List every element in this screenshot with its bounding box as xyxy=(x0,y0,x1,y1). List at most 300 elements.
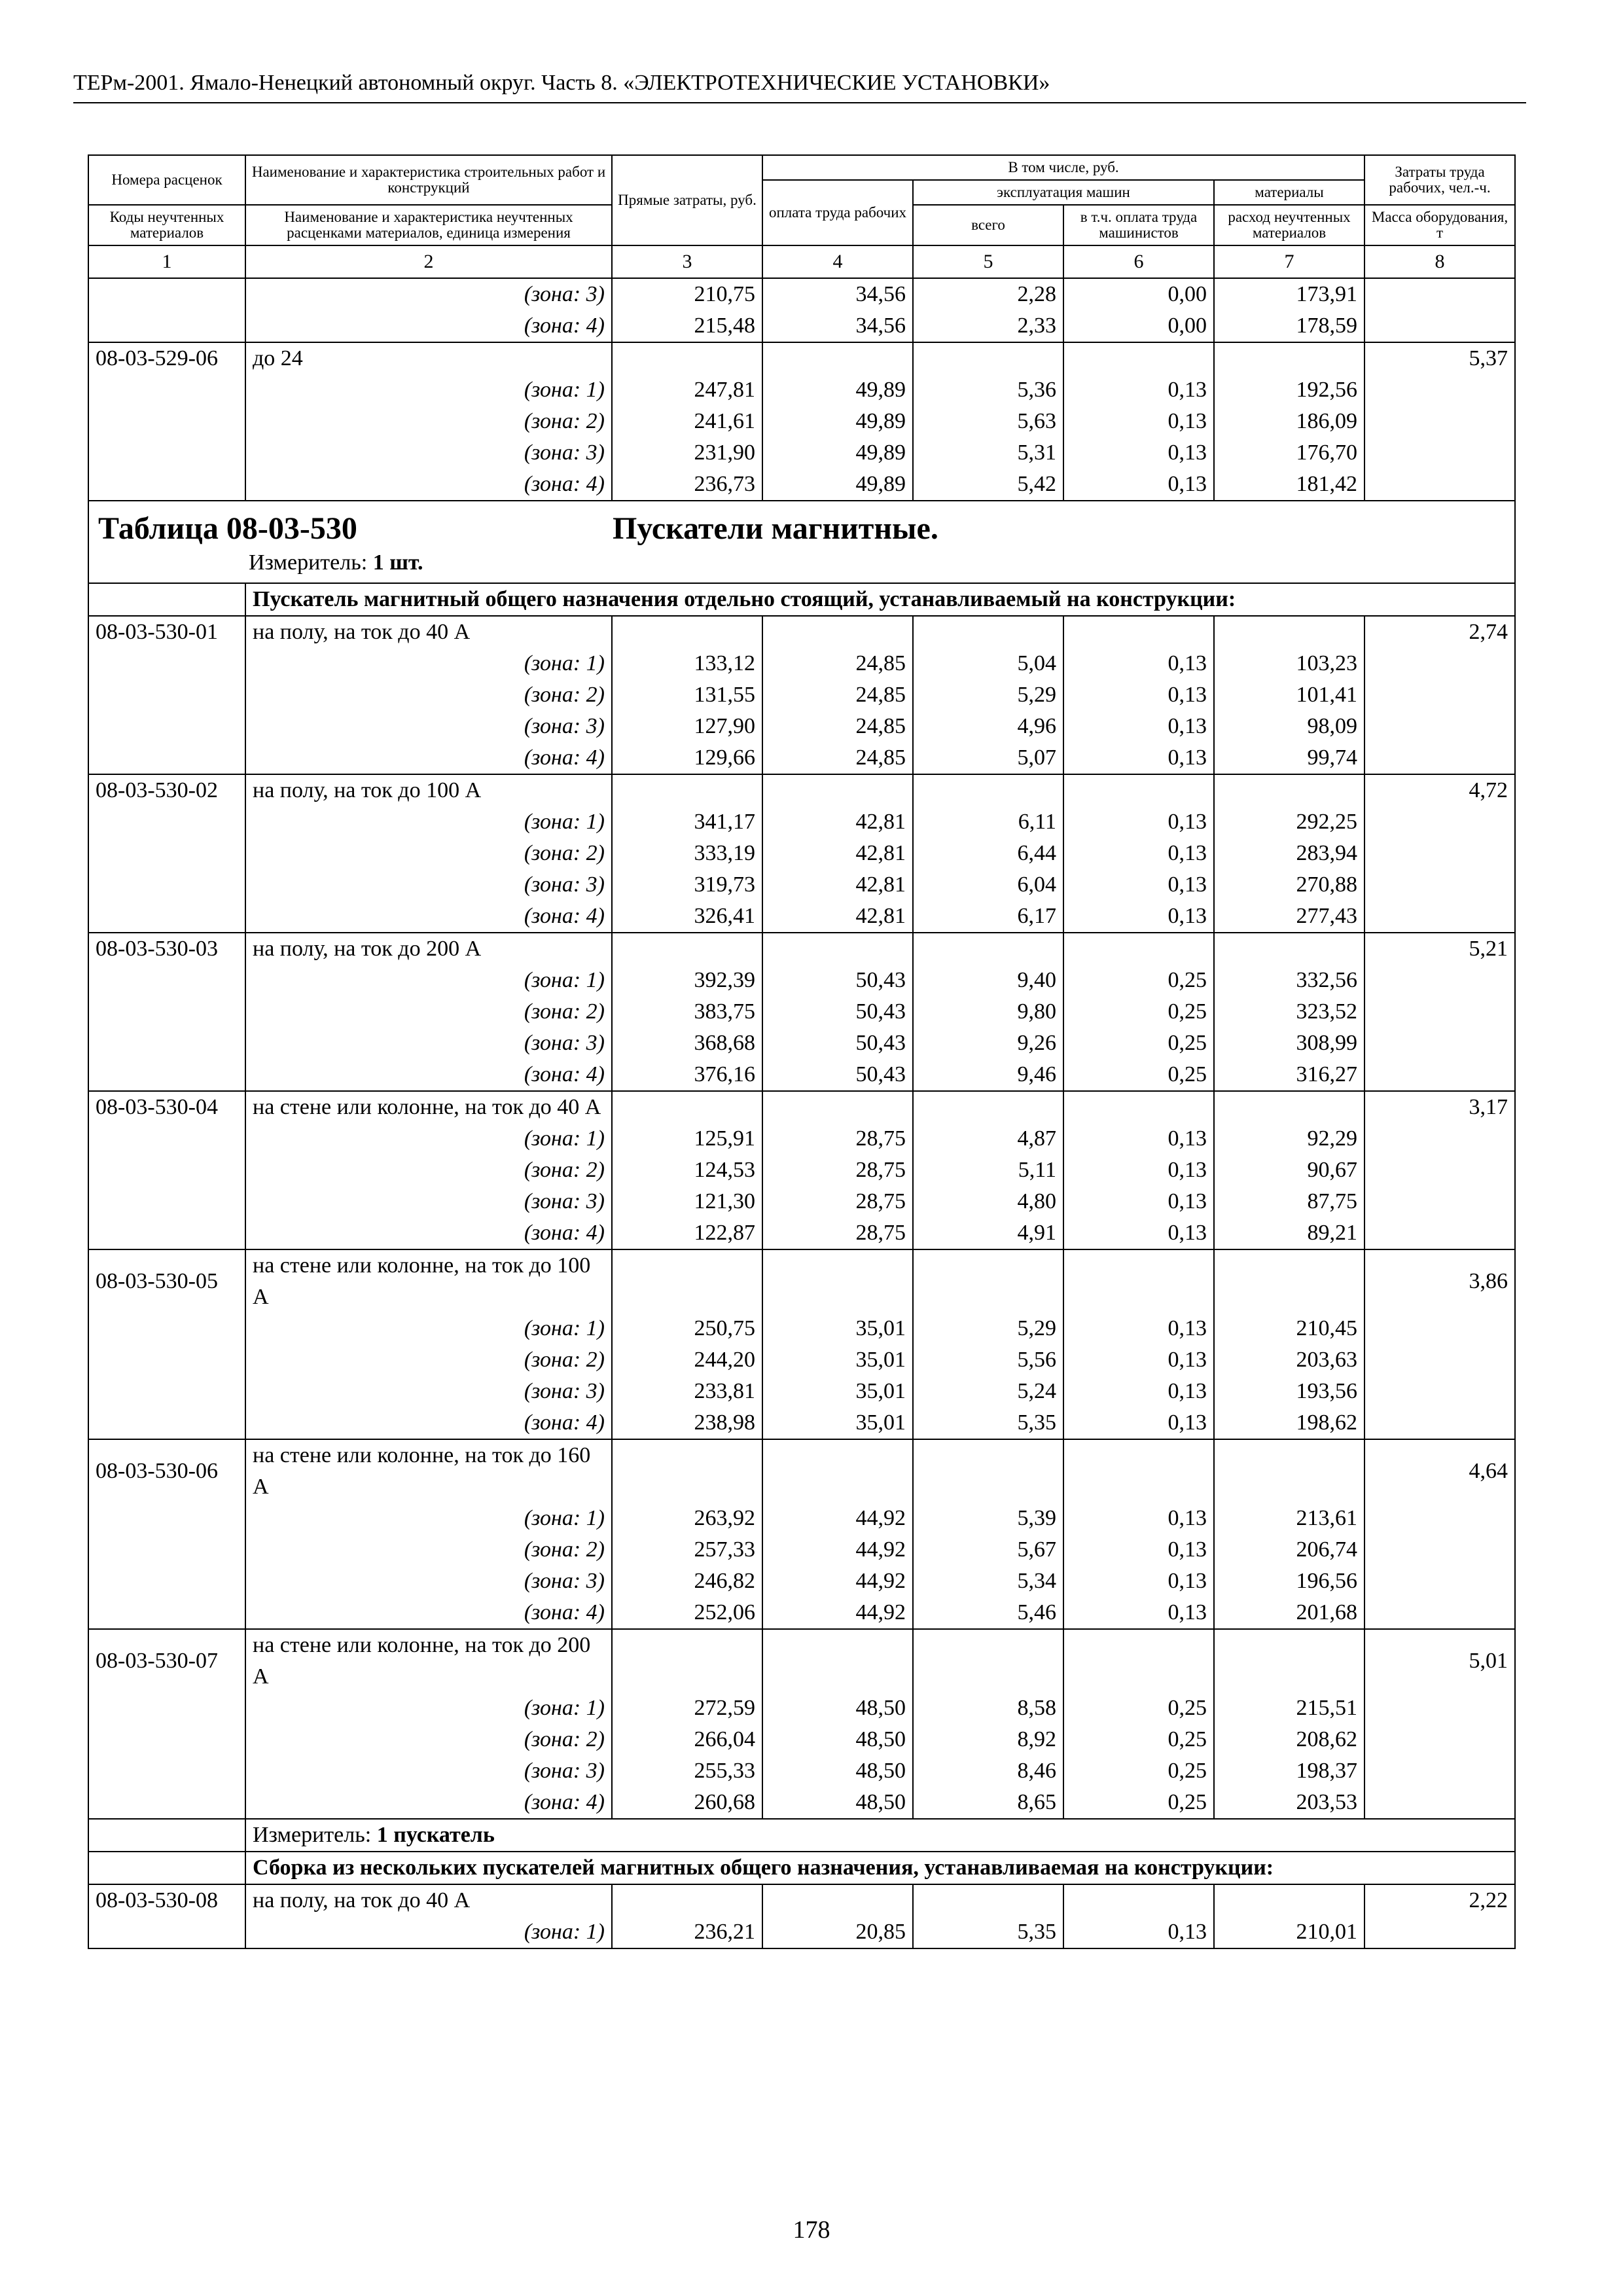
zone-row xyxy=(88,648,1515,679)
direct-cost: 246,82 xyxy=(612,1566,762,1597)
equipment-mass: 5,01 xyxy=(1364,1629,1515,1693)
machines-total: 5,04 xyxy=(913,648,1063,679)
col-number: 4 xyxy=(762,245,913,278)
zone-label: (зона: 2) xyxy=(245,1724,612,1755)
machines-total: 5,67 xyxy=(913,1534,1063,1566)
direct-cost: 241,61 xyxy=(612,406,762,437)
zone-row xyxy=(88,1566,1515,1597)
materials: 203,63 xyxy=(1214,1344,1364,1376)
rate-row xyxy=(88,1249,1515,1313)
rate-name: на полу, на ток до 100 А xyxy=(245,774,612,806)
col-equipment-mass: Масса оборудования, т xyxy=(1364,205,1515,245)
worker-pay: 28,75 xyxy=(762,1123,913,1155)
zone-label: (зона: 3) xyxy=(245,1566,612,1597)
zone-row xyxy=(88,679,1515,711)
materials: 215,51 xyxy=(1214,1693,1364,1724)
materials: 332,56 xyxy=(1214,965,1364,996)
worker-pay: 44,92 xyxy=(762,1597,913,1629)
worker-pay: 42,81 xyxy=(762,838,913,869)
machinist-pay: 0,13 xyxy=(1063,838,1214,869)
table-section-header xyxy=(88,1819,1515,1884)
rate-name: на полу, на ток до 200 А xyxy=(245,933,612,965)
materials: 203,53 xyxy=(1214,1787,1364,1819)
zone-label: (зона: 1) xyxy=(245,1503,612,1534)
direct-cost: 233,81 xyxy=(612,1376,762,1407)
equipment-mass: 3,17 xyxy=(1364,1091,1515,1123)
zone-row xyxy=(88,806,1515,838)
machinist-pay: 0,13 xyxy=(1063,1916,1214,1948)
zone-row xyxy=(88,406,1515,437)
machines-total: 9,80 xyxy=(913,996,1063,1028)
direct-cost: 383,75 xyxy=(612,996,762,1028)
direct-cost: 231,90 xyxy=(612,437,762,469)
zone-row xyxy=(88,1028,1515,1059)
direct-cost: 122,87 xyxy=(612,1217,762,1249)
worker-pay: 28,75 xyxy=(762,1217,913,1249)
machines-total: 5,35 xyxy=(913,1407,1063,1439)
machines-total: 8,46 xyxy=(913,1755,1063,1787)
rate-row xyxy=(88,774,1515,806)
machinist-pay: 0,25 xyxy=(1063,1724,1214,1755)
rate-name: до 24 xyxy=(245,342,612,374)
rate-name: на полу, на ток до 40 А xyxy=(245,1884,612,1916)
machinist-pay: 0,25 xyxy=(1063,1028,1214,1059)
worker-pay: 34,56 xyxy=(762,310,913,342)
direct-cost: 257,33 xyxy=(612,1534,762,1566)
zone-row xyxy=(88,437,1515,469)
rate-code: 08-03-530-04 xyxy=(88,1091,245,1123)
rate-row xyxy=(88,1884,1515,1916)
zone-label: (зона: 1) xyxy=(245,1313,612,1344)
rate-row xyxy=(88,1629,1515,1693)
direct-cost: 250,75 xyxy=(612,1313,762,1344)
machinist-pay: 0,13 xyxy=(1063,1503,1214,1534)
rate-code: 08-03-530-01 xyxy=(88,616,245,648)
worker-pay: 49,89 xyxy=(762,406,913,437)
col-number: 6 xyxy=(1063,245,1214,278)
zone-row xyxy=(88,1155,1515,1186)
worker-pay: 49,89 xyxy=(762,437,913,469)
materials: 308,99 xyxy=(1214,1028,1364,1059)
worker-pay: 44,92 xyxy=(762,1503,913,1534)
zone-label: (зона: 1) xyxy=(245,965,612,996)
direct-cost: 238,98 xyxy=(612,1407,762,1439)
worker-pay: 35,01 xyxy=(762,1313,913,1344)
rate-name: на стене или колонне, на ток до 100 А xyxy=(245,1249,612,1313)
direct-cost: 263,92 xyxy=(612,1503,762,1534)
materials: 316,27 xyxy=(1214,1059,1364,1091)
table-title: Пускатели магнитные. xyxy=(613,511,938,546)
worker-pay: 50,43 xyxy=(762,1059,913,1091)
materials: 89,21 xyxy=(1214,1217,1364,1249)
rate-row xyxy=(88,1439,1515,1503)
zone-row xyxy=(88,965,1515,996)
direct-cost: 244,20 xyxy=(612,1344,762,1376)
machines-total: 5,24 xyxy=(913,1376,1063,1407)
materials: 210,01 xyxy=(1214,1916,1364,1948)
direct-cost: 121,30 xyxy=(612,1186,762,1217)
machinist-pay: 0,13 xyxy=(1063,469,1214,501)
worker-pay: 42,81 xyxy=(762,869,913,901)
worker-pay: 28,75 xyxy=(762,1186,913,1217)
worker-pay: 49,89 xyxy=(762,469,913,501)
machines-total: 4,96 xyxy=(913,711,1063,742)
worker-pay: 35,01 xyxy=(762,1376,913,1407)
machines-total: 9,40 xyxy=(913,965,1063,996)
zone-label: (зона: 3) xyxy=(245,278,612,310)
machines-total: 2,33 xyxy=(913,310,1063,342)
col-work-name: Наименование и характеристика строительных работ и конструкций xyxy=(245,155,612,205)
worker-pay: 24,85 xyxy=(762,648,913,679)
direct-cost: 125,91 xyxy=(612,1123,762,1155)
rate-row xyxy=(88,616,1515,648)
zone-label: (зона: 4) xyxy=(245,901,612,933)
materials: 201,68 xyxy=(1214,1597,1364,1629)
direct-cost: 376,16 xyxy=(612,1059,762,1091)
zone-row xyxy=(88,1376,1515,1407)
rate-row xyxy=(88,342,1515,374)
materials: 98,09 xyxy=(1214,711,1364,742)
zone-row xyxy=(88,310,1515,342)
machinist-pay: 0,25 xyxy=(1063,1787,1214,1819)
machinist-pay: 0,13 xyxy=(1063,1566,1214,1597)
direct-cost: 326,41 xyxy=(612,901,762,933)
rate-name: на стене или колонне, на ток до 40 А xyxy=(245,1091,612,1123)
worker-pay: 35,01 xyxy=(762,1344,913,1376)
worker-pay: 49,89 xyxy=(762,374,913,406)
machines-total: 6,17 xyxy=(913,901,1063,933)
worker-pay: 48,50 xyxy=(762,1787,913,1819)
zone-row xyxy=(88,1059,1515,1091)
zone-row xyxy=(88,838,1515,869)
rate-code: 08-03-530-05 xyxy=(88,1249,245,1313)
machines-total: 5,11 xyxy=(913,1155,1063,1186)
machines-total: 4,87 xyxy=(913,1123,1063,1155)
machinist-pay: 0,13 xyxy=(1063,742,1214,774)
zone-label: (зона: 4) xyxy=(245,1059,612,1091)
col-number: 8 xyxy=(1364,245,1515,278)
materials: 99,74 xyxy=(1214,742,1364,774)
materials: 90,67 xyxy=(1214,1155,1364,1186)
worker-pay: 50,43 xyxy=(762,996,913,1028)
equipment-mass: 5,37 xyxy=(1364,342,1515,374)
machinist-pay: 0,13 xyxy=(1063,406,1214,437)
direct-cost: 319,73 xyxy=(612,869,762,901)
equipment-mass: 4,64 xyxy=(1364,1439,1515,1503)
materials: 92,29 xyxy=(1214,1123,1364,1155)
machinist-pay: 0,13 xyxy=(1063,1597,1214,1629)
zone-row xyxy=(88,1407,1515,1439)
col-number: 3 xyxy=(612,245,762,278)
machinist-pay: 0,13 xyxy=(1063,1123,1214,1155)
machines-total: 9,26 xyxy=(913,1028,1063,1059)
zone-row xyxy=(88,1693,1515,1724)
machinist-pay: 0,13 xyxy=(1063,437,1214,469)
machinist-pay: 0,00 xyxy=(1063,278,1214,310)
zone-label: (зона: 3) xyxy=(245,1755,612,1787)
measure-unit: Измеритель: 1 пускатель xyxy=(245,1819,1515,1852)
rate-row xyxy=(88,933,1515,965)
machines-total: 4,80 xyxy=(913,1186,1063,1217)
col-material-codes: Коды неучтенных материалов xyxy=(88,205,245,245)
machinist-pay: 0,13 xyxy=(1063,1313,1214,1344)
table-number: Таблица 08-03-530 xyxy=(98,511,357,546)
materials: 198,62 xyxy=(1214,1407,1364,1439)
machines-total: 8,65 xyxy=(913,1787,1063,1819)
rate-code: 08-03-529-06 xyxy=(88,342,245,374)
machinist-pay: 0,13 xyxy=(1063,1534,1214,1566)
materials: 178,59 xyxy=(1214,310,1364,342)
rate-code: 08-03-530-02 xyxy=(88,774,245,806)
machines-total: 5,34 xyxy=(913,1566,1063,1597)
zone-label: (зона: 3) xyxy=(245,711,612,742)
worker-pay: 42,81 xyxy=(762,901,913,933)
zone-row xyxy=(88,1534,1515,1566)
rate-code: 08-03-530-08 xyxy=(88,1884,245,1916)
machines-total: 5,07 xyxy=(913,742,1063,774)
equipment-mass: 2,22 xyxy=(1364,1884,1515,1916)
equipment-mass: 2,74 xyxy=(1364,616,1515,648)
zone-label: (зона: 3) xyxy=(245,1376,612,1407)
machinist-pay: 0,25 xyxy=(1063,1059,1214,1091)
direct-cost: 341,17 xyxy=(612,806,762,838)
zone-label: (зона: 2) xyxy=(245,1534,612,1566)
materials: 101,41 xyxy=(1214,679,1364,711)
machines-total: 5,29 xyxy=(913,679,1063,711)
zone-label: (зона: 4) xyxy=(245,310,612,342)
direct-cost: 252,06 xyxy=(612,1597,762,1629)
section-heading: Пускатель магнитный общего назначения отдельно стоящий, устанавливаемый на конструкции: xyxy=(245,583,1515,616)
worker-pay: 34,56 xyxy=(762,278,913,310)
rate-name: на стене или колонне, на ток до 160 А xyxy=(245,1439,612,1503)
direct-cost: 127,90 xyxy=(612,711,762,742)
direct-cost: 368,68 xyxy=(612,1028,762,1059)
worker-pay: 42,81 xyxy=(762,806,913,838)
zone-row xyxy=(88,1186,1515,1217)
col-worker-pay: оплата труда рабочих xyxy=(762,180,913,245)
rate-code: 08-03-530-03 xyxy=(88,933,245,965)
zone-row xyxy=(88,996,1515,1028)
machinist-pay: 0,13 xyxy=(1063,1186,1214,1217)
direct-cost: 247,81 xyxy=(612,374,762,406)
worker-pay: 24,85 xyxy=(762,711,913,742)
direct-cost: 255,33 xyxy=(612,1755,762,1787)
rate-group xyxy=(88,342,1515,501)
machinist-pay: 0,13 xyxy=(1063,679,1214,711)
machinist-pay: 0,00 xyxy=(1063,310,1214,342)
col-materials: материалы xyxy=(1214,180,1364,205)
equipment-mass: 3,86 xyxy=(1364,1249,1515,1313)
rate-name: на стене или колонне, на ток до 200 А xyxy=(245,1629,612,1693)
machinist-pay: 0,13 xyxy=(1063,711,1214,742)
machines-total: 5,63 xyxy=(913,406,1063,437)
zone-row xyxy=(88,869,1515,901)
direct-cost: 236,21 xyxy=(612,1916,762,1948)
materials: 173,91 xyxy=(1214,278,1364,310)
page-number: 178 xyxy=(793,2216,830,2244)
machinist-pay: 0,13 xyxy=(1063,374,1214,406)
machinist-pay: 0,25 xyxy=(1063,1693,1214,1724)
machines-total: 5,39 xyxy=(913,1503,1063,1534)
worker-pay: 48,50 xyxy=(762,1755,913,1787)
zone-row xyxy=(88,374,1515,406)
worker-pay: 50,43 xyxy=(762,965,913,996)
col-number: 2 xyxy=(245,245,612,278)
machinist-pay: 0,13 xyxy=(1063,1344,1214,1376)
zone-label: (зона: 1) xyxy=(245,1123,612,1155)
zone-row xyxy=(88,1916,1515,1948)
zone-label: (зона: 1) xyxy=(245,1916,612,1948)
equipment-mass: 4,72 xyxy=(1364,774,1515,806)
machines-total: 2,28 xyxy=(913,278,1063,310)
zone-label: (зона: 2) xyxy=(245,679,612,711)
materials: 193,56 xyxy=(1214,1376,1364,1407)
zone-row xyxy=(88,278,1515,310)
col-machines: эксплуатация машин xyxy=(913,180,1214,205)
col-number: 5 xyxy=(913,245,1063,278)
zone-label: (зона: 2) xyxy=(245,1344,612,1376)
col-rate-numbers: Номера расценок xyxy=(88,155,245,205)
machinist-pay: 0,13 xyxy=(1063,869,1214,901)
machinist-pay: 0,25 xyxy=(1063,965,1214,996)
zone-row xyxy=(88,1724,1515,1755)
direct-cost: 236,73 xyxy=(612,469,762,501)
machines-total: 6,04 xyxy=(913,869,1063,901)
col-labor-costs: Затраты труда рабочих, чел.-ч. xyxy=(1364,155,1515,205)
machines-total: 5,46 xyxy=(913,1597,1063,1629)
materials: 206,74 xyxy=(1214,1534,1364,1566)
machines-total: 5,56 xyxy=(913,1344,1063,1376)
rate-group xyxy=(88,278,1515,342)
materials: 283,94 xyxy=(1214,838,1364,869)
direct-cost: 266,04 xyxy=(612,1724,762,1755)
machinist-pay: 0,13 xyxy=(1063,806,1214,838)
worker-pay: 44,92 xyxy=(762,1534,913,1566)
zone-label: (зона: 1) xyxy=(245,648,612,679)
zone-label: (зона: 2) xyxy=(245,406,612,437)
zone-label: (зона: 4) xyxy=(245,1787,612,1819)
materials: 270,88 xyxy=(1214,869,1364,901)
worker-pay: 24,85 xyxy=(762,679,913,711)
zone-row xyxy=(88,1503,1515,1534)
machinist-pay: 0,13 xyxy=(1063,1217,1214,1249)
col-material-use: расход неучтенных материалов xyxy=(1214,205,1364,245)
machinist-pay: 0,25 xyxy=(1063,996,1214,1028)
zone-row xyxy=(88,711,1515,742)
direct-cost: 133,12 xyxy=(612,648,762,679)
materials: 103,23 xyxy=(1214,648,1364,679)
col-direct-costs: Прямые затраты, руб. xyxy=(612,155,762,245)
zone-label: (зона: 4) xyxy=(245,1597,612,1629)
zone-row xyxy=(88,1123,1515,1155)
materials: 277,43 xyxy=(1214,901,1364,933)
col-machinist-pay: в т.ч. оплата труда машинистов xyxy=(1063,205,1214,245)
running-header: ТЕРм-2001. Ямало-Ненецкий автономный округ. Часть 8. «ЭЛЕКТРОТЕХНИЧЕСКИЕ УСТАНОВКИ» xyxy=(73,71,1526,103)
direct-cost: 272,59 xyxy=(612,1693,762,1724)
rate-group xyxy=(88,1884,1515,1948)
table-section-header xyxy=(88,501,1515,616)
machines-total: 5,36 xyxy=(913,374,1063,406)
machinist-pay: 0,13 xyxy=(1063,1407,1214,1439)
zone-row xyxy=(88,1787,1515,1819)
materials: 196,56 xyxy=(1214,1566,1364,1597)
zone-label: (зона: 3) xyxy=(245,437,612,469)
zone-row xyxy=(88,901,1515,933)
machines-total: 5,29 xyxy=(913,1313,1063,1344)
rate-name: на полу, на ток до 40 А xyxy=(245,616,612,648)
materials: 176,70 xyxy=(1214,437,1364,469)
zone-label: (зона: 3) xyxy=(245,1186,612,1217)
zone-row xyxy=(88,1313,1515,1344)
materials: 213,61 xyxy=(1214,1503,1364,1534)
zone-label: (зона: 3) xyxy=(245,1028,612,1059)
direct-cost: 260,68 xyxy=(612,1787,762,1819)
machines-total: 5,35 xyxy=(913,1916,1063,1948)
materials: 292,25 xyxy=(1214,806,1364,838)
zone-label: (зона: 4) xyxy=(245,469,612,501)
rate-row xyxy=(88,1091,1515,1123)
machines-total: 8,58 xyxy=(913,1693,1063,1724)
col-number: 7 xyxy=(1214,245,1364,278)
zone-label: (зона: 1) xyxy=(245,374,612,406)
section-heading: Сборка из нескольких пускателей магнитных общего назначения, устанавливаемая на конструкции: xyxy=(245,1852,1515,1884)
direct-cost: 333,19 xyxy=(612,838,762,869)
worker-pay: 20,85 xyxy=(762,1916,913,1948)
col-machines-total: всего xyxy=(913,205,1063,245)
machines-total: 8,92 xyxy=(913,1724,1063,1755)
machines-total: 5,31 xyxy=(913,437,1063,469)
machines-total: 5,42 xyxy=(913,469,1063,501)
zone-label: (зона: 1) xyxy=(245,806,612,838)
equipment-mass: 5,21 xyxy=(1364,933,1515,965)
col-number: 1 xyxy=(88,245,245,278)
direct-cost: 124,53 xyxy=(612,1155,762,1186)
machines-total: 4,91 xyxy=(913,1217,1063,1249)
materials: 186,09 xyxy=(1214,406,1364,437)
direct-cost: 129,66 xyxy=(612,742,762,774)
machinist-pay: 0,13 xyxy=(1063,901,1214,933)
zone-row xyxy=(88,1597,1515,1629)
machines-total: 6,11 xyxy=(913,806,1063,838)
machinist-pay: 0,13 xyxy=(1063,648,1214,679)
worker-pay: 48,50 xyxy=(762,1724,913,1755)
zone-row xyxy=(88,1217,1515,1249)
machines-total: 6,44 xyxy=(913,838,1063,869)
materials: 198,37 xyxy=(1214,1755,1364,1787)
worker-pay: 50,43 xyxy=(762,1028,913,1059)
worker-pay: 24,85 xyxy=(762,742,913,774)
zone-label: (зона: 2) xyxy=(245,1155,612,1186)
worker-pay: 44,92 xyxy=(762,1566,913,1597)
zone-label: (зона: 1) xyxy=(245,1693,612,1724)
worker-pay: 48,50 xyxy=(762,1693,913,1724)
machinist-pay: 0,13 xyxy=(1063,1155,1214,1186)
rates-body xyxy=(88,616,1515,1819)
zone-label: (зона: 4) xyxy=(245,1407,612,1439)
direct-cost: 215,48 xyxy=(612,310,762,342)
materials: 181,42 xyxy=(1214,469,1364,501)
worker-pay: 35,01 xyxy=(762,1407,913,1439)
worker-pay: 28,75 xyxy=(762,1155,913,1186)
materials: 323,52 xyxy=(1214,996,1364,1028)
zone-row xyxy=(88,1344,1515,1376)
rate-code: 08-03-530-07 xyxy=(88,1629,245,1693)
zone-label: (зона: 3) xyxy=(245,869,612,901)
zone-label: (зона: 2) xyxy=(245,996,612,1028)
machinist-pay: 0,13 xyxy=(1063,1376,1214,1407)
zone-label: (зона: 2) xyxy=(245,838,612,869)
rates-table xyxy=(88,154,1516,1949)
